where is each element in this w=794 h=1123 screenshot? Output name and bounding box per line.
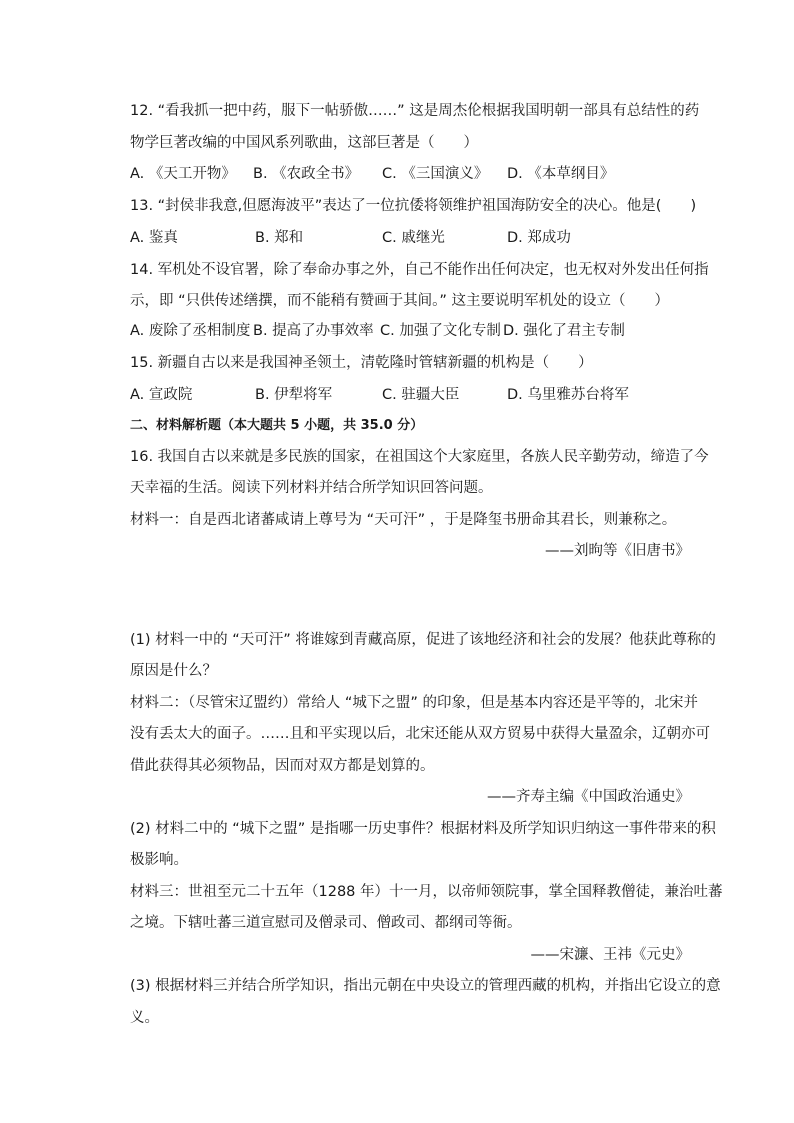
- material-1-source: ——刘昫等《旧唐书》: [545, 543, 690, 559]
- subquestion-2-line2: 极影响。: [130, 852, 188, 868]
- q16-stem-line1: 16. 我国自古以来就是多民族的国家，在祖国这个大家庭里，各族人民辛勤劳动，缔造了今: [130, 449, 709, 465]
- q14-option-d[interactable]: D. 强化了君主专制: [503, 323, 625, 339]
- material-3-line1: 材料三：世祖至元二十五年（1288 年）十一月，以帝师领院事，掌全国释教僧徒，兼治吐蕃: [130, 884, 723, 900]
- q14-stem-line2: 示，即 “只供传述缮撰，而不能稍有赞画于其间。” 这主要说明军机处的设立（ ）: [130, 293, 669, 309]
- q13-option-c[interactable]: C. 戚继光: [382, 230, 445, 246]
- q12-option-c[interactable]: C. 《三国演义》: [382, 166, 489, 182]
- q16-stem-line2: 天幸福的生活。阅读下列材料并结合所学知识回答问题。: [130, 480, 493, 496]
- q15-options: [130, 385, 690, 405]
- q14-option-b[interactable]: B. 提高了办事效率: [253, 323, 374, 339]
- q15-option-c[interactable]: C. 驻疆大臣: [382, 387, 460, 403]
- q12-stem-line1: 12. “看我抓一把中药，服下一帖骄傲……” 这是周杰伦根据我国明朝一部具有总结性的药: [130, 103, 700, 119]
- q15-stem-line1: 15. 新疆自古以来是我国神圣领土，清乾隆时管辖新疆的机构是（ ）: [130, 355, 593, 371]
- q14-option-a[interactable]: A. 废除了丞相制度: [130, 323, 251, 339]
- q15-option-a[interactable]: A. 宣政院: [130, 387, 193, 403]
- material-1: 材料一：自是西北诸蕃咸请上尊号为 “天可汗” ，于是降玺书册命其君长，则兼称之。: [130, 512, 677, 528]
- q13-option-a[interactable]: A. 鉴真: [130, 230, 178, 246]
- material-3-source: ——宋濂、王祎《元史》: [530, 947, 690, 963]
- q15-option-b[interactable]: B. 伊犁将军: [255, 387, 333, 403]
- material-2-line1: 材料二：（尽管宋辽盟约）常给人 “城下之盟” 的印象，但是基本内容还是平等的，北宋并: [130, 695, 698, 711]
- subquestion-1-line2: 原因是什么？: [130, 663, 217, 679]
- subquestion-3-line2: 义。: [130, 1010, 159, 1026]
- q15-option-d[interactable]: D. 乌里雅苏台将军: [507, 387, 629, 403]
- q12-option-d[interactable]: D. 《本草纲目》: [507, 166, 615, 182]
- q13-option-b[interactable]: B. 郑和: [255, 230, 304, 246]
- material-2-line2: 没有丢太大的面子。……且和平实现以后，北宋还能从双方贸易中获得大量盈余，辽朝亦可: [130, 726, 710, 742]
- subquestion-3-line1: (3) 根据材料三并结合所学知识，指出元朝在中央设立的管理西藏的机构，并指出它设立的意: [130, 978, 721, 994]
- q14-options: [130, 321, 690, 341]
- material-2-line3: 借此获得其必须物品，因而对双方都是划算的。: [130, 758, 435, 774]
- q14-option-c[interactable]: C. 加强了文化专制: [380, 323, 501, 339]
- q12-option-b[interactable]: B. 《农政全书》: [253, 166, 360, 182]
- subquestion-1-line1: (1) 材料一中的 “天可汗” 将谁嫁到青藏高原，促进了该地经济和社会的发展？他获此尊称的: [130, 632, 716, 648]
- q13-options: [130, 228, 690, 248]
- subquestion-2-line1: (2) 材料二中的 “城下之盟” 是指哪一历史事件？根据材料及所学知识归纳这一事件带来的积: [130, 821, 716, 837]
- q12-option-a[interactable]: A. 《天工开物》: [130, 166, 236, 182]
- material-2-source: ——齐寿主编《中国政治通史》: [487, 789, 690, 805]
- q14-stem-line1: 14. 军机处不设官署，除了奉命办事之外，自己不能作出任何决定，也无权对外发出任何指: [130, 262, 709, 278]
- q13-stem-line1: 13. “封侯非我意,但愿海波平”表达了一位抗倭将领维护祖国海防安全的决心。他是( ): [130, 198, 697, 214]
- section-heading: 二、材料解析题（本大题共 5 小题，共 35.0 分）: [130, 418, 424, 433]
- material-3-line2: 之境。下辖吐蕃三道宣慰司及僧录司、僧政司、都纲司等衙。: [130, 915, 522, 931]
- q12-stem-line2: 物学巨著改编的中国风系列歌曲，这部巨著是（ ）: [130, 135, 478, 151]
- q12-options: [130, 164, 690, 184]
- q13-option-d[interactable]: D. 郑成功: [507, 230, 571, 246]
